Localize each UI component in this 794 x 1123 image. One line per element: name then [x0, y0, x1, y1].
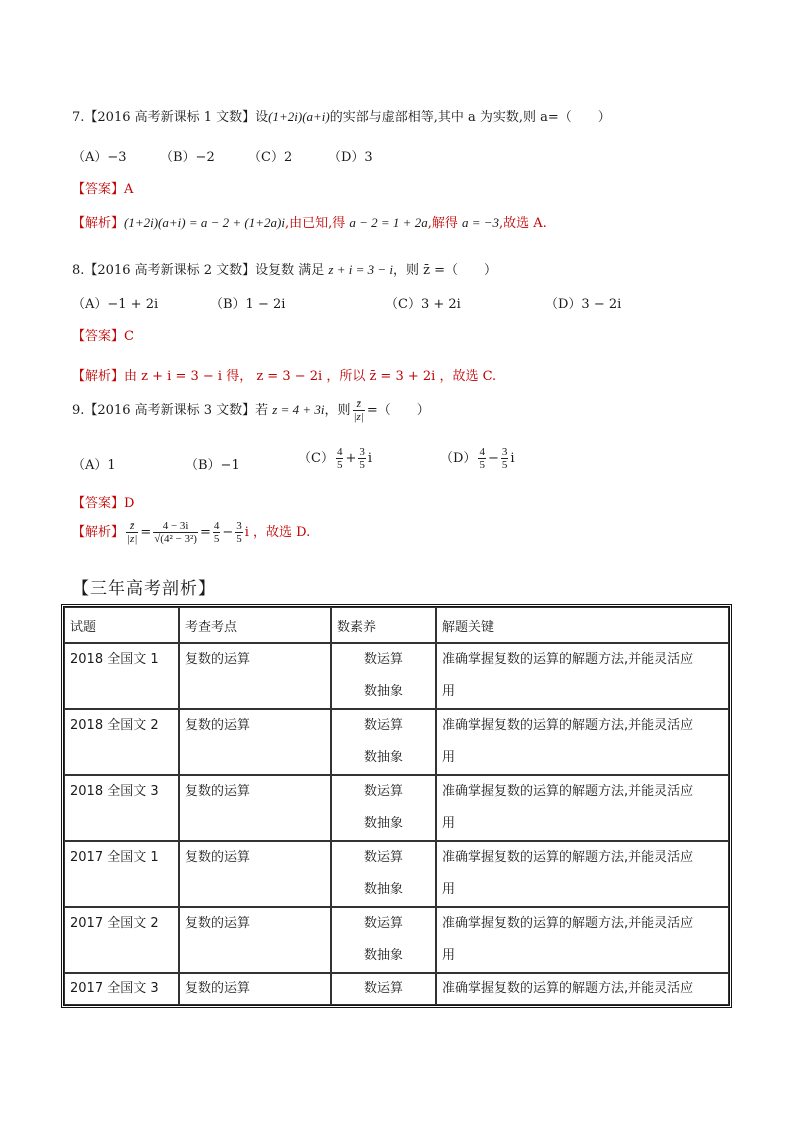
- header-question: 试题: [64, 607, 179, 643]
- q8-option-a: （A）−1 + 2i: [72, 297, 159, 312]
- q8-stem: 8.【2016 高考新课标 2 文数】设复数 满足 z + i = 3 − i，则 z̄ =（ ）: [72, 262, 498, 278]
- analysis-table: [61, 604, 732, 1008]
- q7-stem: 7.【2016 高考新课标 1 文数】设(1+2i)(a+i)的实部与虚部相等,其中 a 为实数,则 a=（ ）: [72, 109, 611, 125]
- q7-option-a: （A）−3: [72, 150, 127, 165]
- table-row: 2018 全国文 3 复数的运算 数运算 数抽象 准确掌握复数的运算的解题方法,并能灵活应 用: [64, 775, 729, 841]
- q7-option-d: （D）3: [328, 150, 373, 165]
- q7-analysis: 【解析】(1+2i)(a+i) = a − 2 + (1+2a)i,由已知,得 a − 2 = 1 + 2a,解得 a = −3,故选 A.: [72, 215, 547, 231]
- q7-answer: 【答案】A: [72, 182, 134, 197]
- q9-option-d: （D） $\frac{4}{5}$ − $\frac{3}{5}$ i: [440, 446, 515, 471]
- q9-option-c: （C） $\frac{4}{5}$ + $\frac{3}{5}$ i: [298, 446, 373, 471]
- table-row: 2018 全国文 2 复数的运算 数运算 数抽象 准确掌握复数的运算的解题方法,并能灵活应 用: [64, 709, 729, 775]
- q9-answer: 【答案】D: [72, 496, 135, 511]
- section-title: 【三年高考剖析】: [72, 579, 216, 599]
- q9-analysis: 【解析】 $\frac{z̄}{|z|}$ = $\frac{4 - 3i}{\text{√(4² − 3²)}}$ = $\frac{4}{5}$ − $\frac{3}{5}$ i ，故选 D.: [72, 520, 311, 545]
- q8-option-c: （C）3 + 2i: [385, 297, 461, 312]
- table-row: 2017 全国文 2 复数的运算 数运算 数抽象 准确掌握复数的运算的解题方法,并能灵活应 用: [64, 907, 729, 973]
- header-topic: 考查考点: [179, 607, 331, 643]
- table-row: 2018 全国文 1 复数的运算 数运算 数抽象 准确掌握复数的运算的解题方法,并能灵活应 用: [64, 643, 729, 709]
- header-key: 解题关键: [436, 607, 729, 643]
- q8-option-b: （B）1 − 2i: [210, 297, 286, 312]
- header-literacy: 数素养: [331, 607, 436, 643]
- table-row: 2017 全国文 1 复数的运算 数运算 数抽象 准确掌握复数的运算的解题方法,并能灵活应 用: [64, 841, 729, 907]
- q7-option-b: （B）−2: [160, 150, 215, 165]
- table-row: 2017 全国文 3 复数的运算 数运算 准确掌握复数的运算的解题方法,并能灵活应: [64, 973, 729, 1005]
- q7-option-c: （C）2: [248, 150, 293, 165]
- q9-stem-fraction: $\frac{z̄}{|z|}$: [353, 398, 364, 423]
- table-header-row: [64, 607, 729, 643]
- q9-stem: 9.【2016 高考新课标 3 文数】若 z = 4 + 3i，则 $\frac{z̄}{|z|}$ =（ ）: [72, 398, 430, 423]
- q9-option-a: （A）1: [72, 458, 116, 473]
- q8-analysis: 【解析】由 z + i = 3 − i 得， z = 3 − 2i ，所以 z̄ = 3 + 2i ，故选 C.: [72, 369, 497, 384]
- q8-answer: 【答案】C: [72, 329, 134, 344]
- q8-option-d: （D）3 − 2i: [545, 297, 622, 312]
- q9-option-b: （B）−1: [185, 458, 240, 473]
